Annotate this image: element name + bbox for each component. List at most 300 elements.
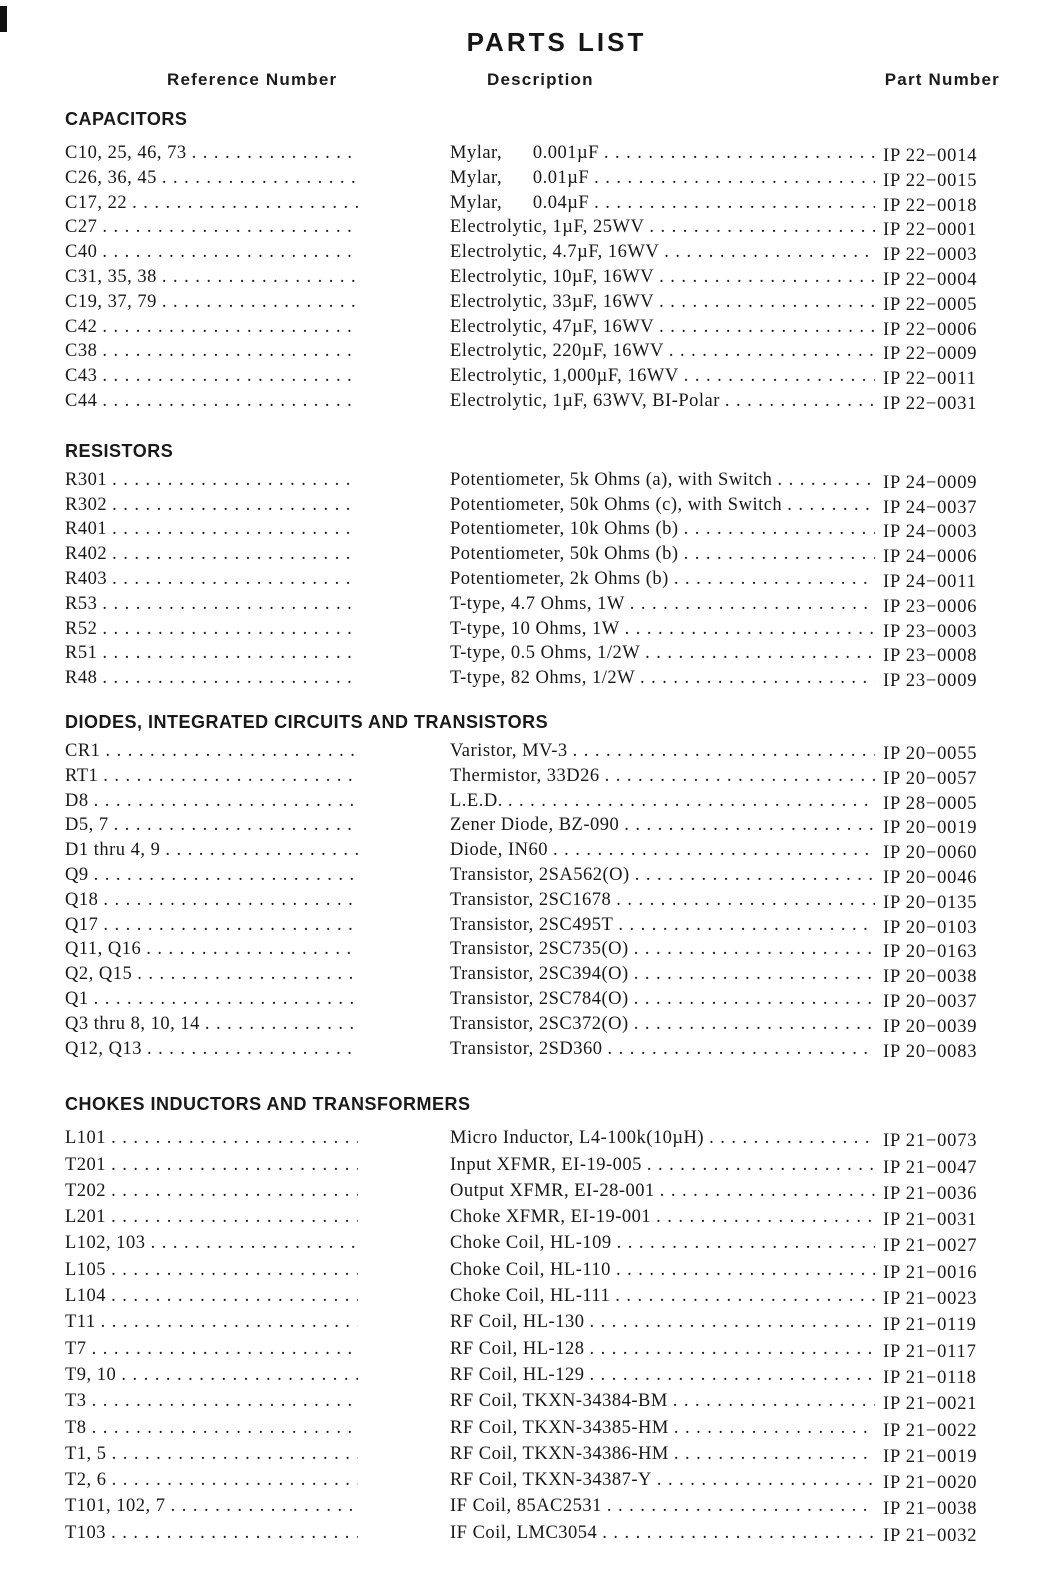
dot-leader (97, 389, 358, 414)
dot-leader (100, 739, 358, 764)
part-number: IP 20−0039 (883, 1016, 978, 1037)
description-cell (450, 838, 875, 863)
reference-number: Q18 (65, 889, 99, 910)
reference-cell (65, 468, 450, 493)
reference-number: L105 (65, 1259, 107, 1280)
section-rows (65, 739, 1000, 1061)
table-row (65, 1415, 1000, 1441)
dot-leader (654, 290, 875, 315)
reference-number: C26, 36, 45 (65, 167, 157, 188)
description-cell (450, 468, 875, 493)
part-description: Potentiometer, 50k Ohms (c), with Switch (450, 494, 783, 515)
table-row (65, 1178, 1000, 1204)
reference-number: T103 (65, 1522, 107, 1543)
description-cell (450, 240, 875, 265)
part-number: IP 20−0055 (883, 743, 978, 764)
dot-leader (620, 617, 875, 642)
dot-leader (89, 987, 358, 1012)
dot-leader (610, 1283, 875, 1309)
table-row (65, 240, 1000, 265)
table-row (65, 315, 1000, 340)
dot-leader (187, 141, 358, 166)
description-cell (450, 517, 875, 542)
part-description: Transistor, 2SC495T (450, 914, 614, 935)
part-number: IP 21−0023 (883, 1289, 978, 1310)
reference-cell (65, 1520, 450, 1546)
description-cell (450, 666, 875, 691)
parts-section (65, 711, 1000, 1061)
reference-cell (65, 315, 450, 340)
description-cell (450, 1152, 875, 1178)
reference-number: Q11, Q16 (65, 939, 142, 960)
column-header-reference: Reference Number (167, 70, 338, 89)
reference-number: R302 (65, 494, 108, 515)
reference-number: Q12, Q13 (65, 1038, 142, 1059)
dot-leader (87, 1388, 358, 1414)
description-cell (450, 339, 875, 364)
dot-leader (720, 389, 875, 414)
description-cell (450, 315, 875, 340)
table-row (65, 863, 1000, 888)
description-cell (450, 166, 875, 191)
dot-leader (97, 240, 358, 265)
reference-number: D8 (65, 790, 89, 811)
reference-cell (65, 1493, 450, 1519)
part-description: Input XFMR, EI-19-005 (450, 1154, 642, 1175)
description-cell (450, 1125, 875, 1151)
part-description: Transistor, 2SC394(O) (450, 964, 629, 985)
part-description: Electrolytic, 4.7µF, 16WV (450, 242, 660, 263)
dot-leader (629, 937, 875, 962)
reference-cell (65, 1283, 450, 1309)
part-number: IP 22−0015 (883, 170, 978, 191)
reference-cell (65, 863, 450, 888)
description-cell (450, 1178, 875, 1204)
dot-leader (782, 493, 875, 518)
reference-number: RT1 (65, 765, 99, 786)
part-number: IP 24−0006 (883, 547, 978, 568)
dot-leader (599, 141, 875, 166)
part-number: IP 20−0060 (883, 843, 978, 864)
part-number: IP 20−0057 (883, 768, 978, 789)
dot-leader (166, 1493, 358, 1519)
part-description: Potentiometer, 50k Ohms (b) (450, 544, 679, 565)
description-cell (450, 1441, 875, 1467)
part-description: RF Coil, HL-128 (450, 1338, 585, 1359)
dot-leader (106, 1283, 358, 1309)
reference-number: D5, 7 (65, 815, 109, 836)
dot-leader (89, 863, 358, 888)
table-row (65, 265, 1000, 290)
reference-number: R401 (65, 519, 108, 540)
part-number: IP 21−0119 (883, 1315, 977, 1336)
reference-cell (65, 240, 450, 265)
reference-cell (65, 215, 450, 240)
reference-number: R53 (65, 593, 98, 614)
dot-leader (611, 888, 875, 913)
description-cell (450, 1283, 875, 1309)
dot-leader (97, 617, 358, 642)
description-cell (450, 641, 875, 666)
description-cell (450, 1012, 875, 1037)
table-row (65, 542, 1000, 567)
part-description: Transistor, 2SC735(O) (450, 939, 629, 960)
reference-cell (65, 1230, 450, 1256)
dot-leader (107, 567, 358, 592)
table-row (65, 339, 1000, 364)
reference-cell (65, 389, 450, 414)
dot-leader (89, 789, 358, 814)
dot-leader (611, 1257, 875, 1283)
reference-cell (65, 1152, 450, 1178)
table-row (65, 215, 1000, 240)
table-row (65, 567, 1000, 592)
parts-section (65, 108, 1000, 414)
reference-cell (65, 542, 450, 567)
table-row (65, 987, 1000, 1012)
reference-number: T3 (65, 1391, 87, 1412)
section-heading: DIODES, INTEGRATED CIRCUITS AND TRANSISTORS (65, 711, 549, 732)
dot-leader (630, 863, 875, 888)
dot-leader (107, 1467, 358, 1493)
reference-cell (65, 1125, 450, 1151)
dot-leader (619, 813, 875, 838)
dot-leader (107, 1441, 358, 1467)
dot-leader (659, 240, 875, 265)
dot-leader (132, 962, 358, 987)
part-description: Mylar, 0.04µF (450, 192, 590, 213)
table-row (65, 1388, 1000, 1414)
description-cell (450, 789, 875, 814)
part-number: IP 22−0009 (883, 344, 978, 365)
dot-leader (548, 838, 875, 863)
description-cell (450, 141, 875, 166)
table-row (65, 191, 1000, 216)
dot-leader (109, 813, 358, 838)
dot-leader (200, 1012, 358, 1037)
reference-number: R48 (65, 668, 98, 689)
table-row (65, 641, 1000, 666)
dot-leader (157, 265, 358, 290)
reference-number: C43 (65, 366, 98, 387)
reference-number: C17, 22 (65, 192, 128, 213)
reference-number: Q1 (65, 988, 89, 1009)
dot-leader (603, 1037, 875, 1062)
reference-cell (65, 339, 450, 364)
table-row (65, 617, 1000, 642)
column-header-part: Part Number (884, 70, 1000, 89)
table-row (65, 1520, 1000, 1546)
dot-leader (600, 764, 875, 789)
part-number: IP 21−0016 (883, 1262, 978, 1283)
part-number: IP 21−0021 (883, 1394, 978, 1415)
part-number: IP 21−0027 (883, 1236, 978, 1257)
dot-leader (669, 1415, 875, 1441)
reference-number: T8 (65, 1417, 87, 1438)
dot-leader (106, 1125, 358, 1151)
table-row (65, 1467, 1000, 1493)
reference-cell (65, 962, 450, 987)
sections (65, 108, 1000, 1546)
reference-cell (65, 191, 450, 216)
reference-cell (65, 1309, 450, 1335)
reference-number: T202 (65, 1180, 107, 1201)
part-number: IP 20−0046 (883, 867, 978, 888)
dot-leader (568, 739, 875, 764)
dot-leader (629, 1012, 875, 1037)
reference-cell (65, 1204, 450, 1230)
description-cell (450, 364, 875, 389)
reference-cell (65, 913, 450, 938)
part-description: RF Coil, TKXN-34387-Y (450, 1470, 652, 1491)
reference-cell (65, 764, 450, 789)
dot-leader (87, 1415, 358, 1441)
part-number: IP 21−0118 (883, 1367, 977, 1388)
part-description: Transistor, 2SC784(O) (450, 988, 629, 1009)
dot-leader (602, 1493, 875, 1519)
description-cell (450, 913, 875, 938)
part-number: IP 21−0047 (883, 1157, 978, 1178)
part-description: L.E.D. (450, 790, 503, 811)
dot-leader (669, 1441, 875, 1467)
part-description: Electrolytic, 33µF, 16WV (450, 291, 655, 312)
table-row (65, 937, 1000, 962)
part-description: Choke Coil, HL-110 (450, 1259, 611, 1280)
reference-number: R51 (65, 643, 98, 664)
dot-leader (106, 1520, 358, 1546)
part-description: Transistor, 2SA562(O) (450, 864, 630, 885)
dot-leader (584, 1362, 875, 1388)
part-description: RF Coil, TKXN-34386-HM (450, 1443, 669, 1464)
part-description: Mylar, 0.001µF (450, 143, 599, 163)
table-row (65, 666, 1000, 691)
part-description: Electrolytic, 1,000µF, 16WV (450, 366, 679, 387)
reference-cell (65, 789, 450, 814)
part-description: Electrolytic, 1µF, 63WV, BI-Polar (450, 390, 720, 411)
reference-number: R301 (65, 469, 108, 490)
reference-cell (65, 517, 450, 542)
description-cell (450, 888, 875, 913)
dot-leader (107, 468, 358, 493)
dot-leader (644, 215, 875, 240)
part-number: IP 20−0038 (883, 967, 978, 988)
dot-leader (97, 641, 358, 666)
dot-leader (141, 937, 358, 962)
reference-cell (65, 141, 450, 166)
description-cell (450, 567, 875, 592)
description-cell (450, 1336, 875, 1362)
part-number: IP 21−0022 (883, 1420, 978, 1441)
reference-cell (65, 641, 450, 666)
description-cell (450, 265, 875, 290)
part-description: Transistor, 2SC1678 (450, 889, 612, 910)
reference-number: L104 (65, 1286, 107, 1307)
dot-leader (584, 1336, 875, 1362)
dot-leader (106, 1204, 358, 1230)
reference-number: Q2, Q15 (65, 964, 133, 985)
reference-cell (65, 813, 450, 838)
part-description: Choke Coil, HL-111 (450, 1286, 611, 1307)
description-cell (450, 764, 875, 789)
description-cell (450, 1362, 875, 1388)
description-cell (450, 1257, 875, 1283)
dot-leader (106, 1178, 358, 1204)
table-row (65, 913, 1000, 938)
part-number: IP 22−0014 (883, 146, 978, 166)
part-number: IP 22−0031 (883, 393, 978, 414)
part-number: IP 20−0163 (883, 942, 978, 963)
reference-cell (65, 1362, 450, 1388)
table-row (65, 290, 1000, 315)
table-row (65, 1441, 1000, 1467)
part-description: Electrolytic, 47µF, 16WV (450, 316, 655, 337)
reference-number: C27 (65, 217, 98, 238)
table-row (65, 1037, 1000, 1062)
part-number: IP 21−0032 (883, 1525, 978, 1546)
part-number: IP 21−0020 (883, 1473, 978, 1494)
dot-leader (629, 987, 875, 1012)
dot-leader (116, 1362, 358, 1388)
description-cell (450, 617, 875, 642)
column-header-description: Description (487, 70, 594, 89)
table-row (65, 141, 1000, 166)
description-cell (450, 813, 875, 838)
dot-leader (640, 641, 875, 666)
table-row (65, 1230, 1000, 1256)
reference-cell (65, 888, 450, 913)
parts-section (65, 440, 1000, 691)
part-number: IP 21−0036 (883, 1183, 978, 1204)
description-cell (450, 1230, 875, 1256)
table-row (65, 166, 1000, 191)
reference-cell (65, 1441, 450, 1467)
dot-leader (127, 191, 358, 216)
table-row (65, 468, 1000, 493)
dot-leader (107, 493, 358, 518)
reference-number: CR1 (65, 740, 101, 761)
dot-leader (651, 1204, 875, 1230)
dot-leader (106, 1257, 358, 1283)
reference-cell (65, 838, 450, 863)
description-cell (450, 592, 875, 617)
reference-number: L102, 103 (65, 1233, 146, 1254)
part-number: IP 23−0003 (883, 621, 978, 642)
reference-number: T11 (65, 1312, 96, 1333)
description-cell (450, 290, 875, 315)
description-cell (450, 215, 875, 240)
reference-cell (65, 364, 450, 389)
part-number: IP 21−0117 (883, 1341, 977, 1362)
part-number: IP 21−0038 (883, 1499, 978, 1520)
dot-leader (107, 517, 358, 542)
table-row (65, 838, 1000, 863)
reference-number: T201 (65, 1154, 107, 1175)
dot-leader (98, 764, 358, 789)
dot-leader (107, 542, 358, 567)
reference-number: Q9 (65, 864, 89, 885)
part-number: IP 28−0005 (883, 793, 978, 814)
dot-leader (589, 191, 875, 216)
reference-number: R402 (65, 544, 108, 565)
table-row (65, 592, 1000, 617)
part-description: Transistor, 2SD360 (450, 1038, 603, 1059)
dot-leader (679, 364, 875, 389)
dot-leader (97, 364, 358, 389)
dot-leader (669, 567, 875, 592)
table-row (65, 517, 1000, 542)
dot-leader (772, 468, 875, 493)
description-cell (450, 1037, 875, 1062)
reference-cell (65, 567, 450, 592)
reference-cell (65, 617, 450, 642)
table-row (65, 389, 1000, 414)
dot-leader (589, 166, 875, 191)
description-cell (450, 1309, 875, 1335)
dot-leader (652, 1467, 875, 1493)
dot-leader (679, 517, 875, 542)
part-number: IP 23−0006 (883, 596, 978, 617)
description-cell (450, 1415, 875, 1441)
part-number: IP 20−0135 (883, 892, 978, 913)
part-description: IF Coil, 85AC2531 (450, 1496, 602, 1517)
part-description: Output XFMR, EI-28-001 (450, 1180, 655, 1201)
part-description: Potentiometer, 2k Ohms (b) (450, 568, 669, 589)
reference-cell (65, 1415, 450, 1441)
part-number: IP 21−0073 (883, 1131, 978, 1152)
part-description: T-type, 4.7 Ohms, 1W (450, 593, 625, 614)
dot-leader (597, 1520, 875, 1546)
reference-cell (65, 739, 450, 764)
dot-leader (157, 166, 358, 191)
part-number: IP 22−0006 (883, 319, 978, 340)
description-cell (450, 542, 875, 567)
reference-number: C10, 25, 46, 73 (65, 143, 187, 163)
section-heading: CAPACITORS (65, 109, 188, 129)
part-description: Electrolytic, 220µF, 16WV (450, 341, 664, 362)
part-description: RF Coil, TKXN-34385-HM (450, 1417, 669, 1438)
reference-number: C44 (65, 390, 98, 411)
part-description: Electrolytic, 1µF, 25WV (450, 217, 645, 238)
reference-cell (65, 1257, 450, 1283)
reference-number: T101, 102, 7 (65, 1496, 166, 1517)
part-description: RF Coil, HL-129 (450, 1364, 585, 1385)
dot-leader (664, 339, 875, 364)
reference-number: C38 (65, 341, 98, 362)
parts-section (65, 1093, 1000, 1546)
part-number: IP 24−0037 (883, 497, 978, 518)
reference-number: L201 (65, 1207, 107, 1228)
dot-leader (97, 315, 358, 340)
dot-leader (629, 962, 875, 987)
dot-leader (679, 542, 875, 567)
reference-cell (65, 166, 450, 191)
dot-leader (704, 1125, 875, 1151)
table-row (65, 1493, 1000, 1519)
reference-cell (65, 290, 450, 315)
dot-leader (655, 1178, 875, 1204)
dot-leader (97, 339, 358, 364)
part-number: IP 22−0005 (883, 294, 978, 315)
part-description: IF Coil, LMC3054 (450, 1522, 598, 1543)
description-cell (450, 191, 875, 216)
table-row (65, 813, 1000, 838)
description-cell (450, 1520, 875, 1546)
table-row (65, 888, 1000, 913)
part-number: IP 22−0018 (883, 195, 978, 216)
reference-cell (65, 1178, 450, 1204)
dot-leader (613, 913, 875, 938)
part-number: IP 23−0008 (883, 646, 978, 667)
